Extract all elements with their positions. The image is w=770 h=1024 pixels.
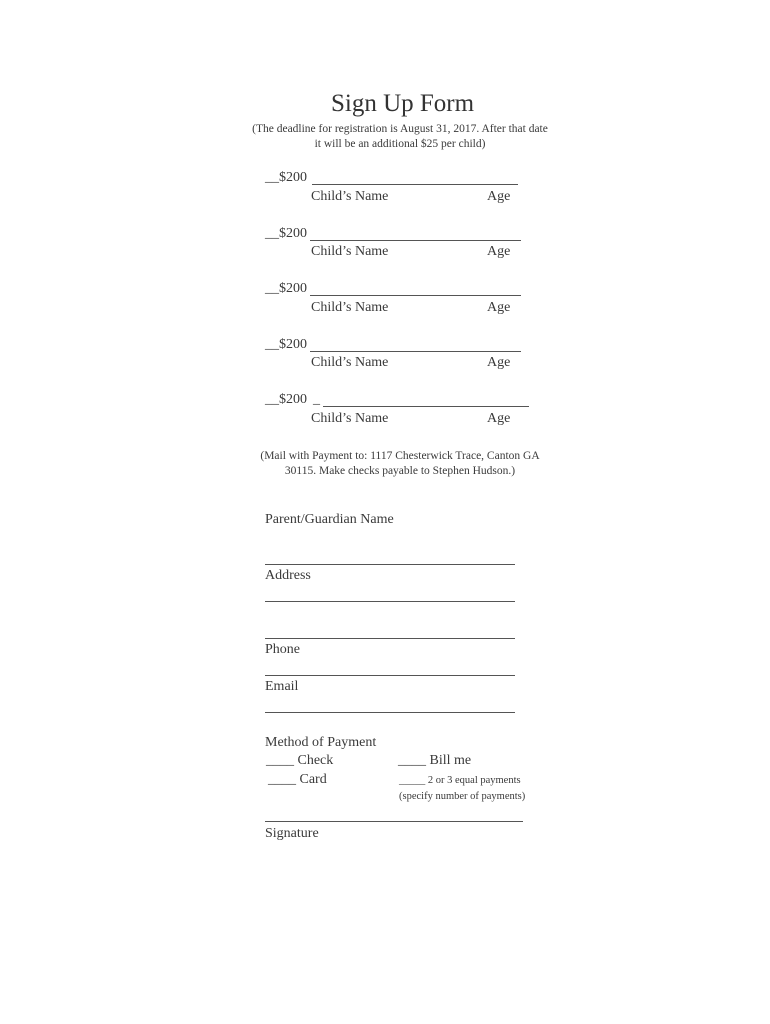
deadline-note: (The deadline for registration is August 31, 2017. After that date it will be an additional $25 per child): [252, 123, 548, 150]
form-title: Sign Up Form: [331, 90, 475, 117]
mail-note: (Mail with Payment to: 1117 Chesterwick Trace, Canton GA 30115. Make checks payable to Stephen Hudson.): [260, 450, 540, 477]
child-5-name-line[interactable]: [323, 406, 529, 407]
payment-check-option[interactable]: ____ Check: [266, 753, 334, 768]
child-4-name-line[interactable]: [310, 351, 521, 352]
child-5-name-label: Child’s Name: [311, 411, 389, 426]
address-line-2[interactable]: [265, 638, 515, 639]
child-1-name-line[interactable]: [312, 184, 518, 185]
child-2-price: __$200: [265, 226, 307, 241]
child-4-age-label: Age: [487, 355, 511, 370]
address-label: Address: [265, 568, 311, 583]
child-4-price: __$200: [265, 337, 307, 352]
child-3-age-label: Age: [487, 300, 511, 315]
child-3-name-label: Child’s Name: [311, 300, 389, 315]
address-line-1[interactable]: [265, 601, 515, 602]
email-label: Email: [265, 679, 299, 694]
signature-label: Signature: [265, 826, 319, 841]
parent-guardian-label: Parent/Guardian Name: [265, 512, 394, 527]
child-1-name-label: Child’s Name: [311, 189, 389, 204]
method-of-payment-label: Method of Payment: [265, 735, 377, 750]
child-5-age-label: Age: [487, 411, 511, 426]
child-1-price: __$200: [265, 170, 307, 185]
signature-line[interactable]: [265, 821, 523, 822]
payment-bill-me-option[interactable]: ____ Bill me: [398, 753, 472, 768]
email-line[interactable]: [265, 712, 515, 713]
phone-label: Phone: [265, 642, 300, 657]
child-5-price: __$200: [265, 392, 307, 407]
installments-note: (specify number of payments): [399, 791, 526, 802]
child-1-age-label: Age: [487, 189, 511, 204]
child-3-name-line[interactable]: [310, 295, 521, 296]
child-4-name-label: Child’s Name: [311, 355, 389, 370]
child-3-price: __$200: [265, 281, 307, 296]
phone-line[interactable]: [265, 675, 515, 676]
child-2-age-label: Age: [487, 244, 511, 259]
payment-card-option[interactable]: ____ Card: [268, 772, 327, 787]
child-5-underscore: _: [313, 392, 320, 407]
payment-installments-option[interactable]: _____ 2 or 3 equal payments: [399, 775, 521, 786]
child-2-name-label: Child’s Name: [311, 244, 389, 259]
child-2-name-line[interactable]: [310, 240, 521, 241]
parent-guardian-name-line[interactable]: [265, 564, 515, 565]
